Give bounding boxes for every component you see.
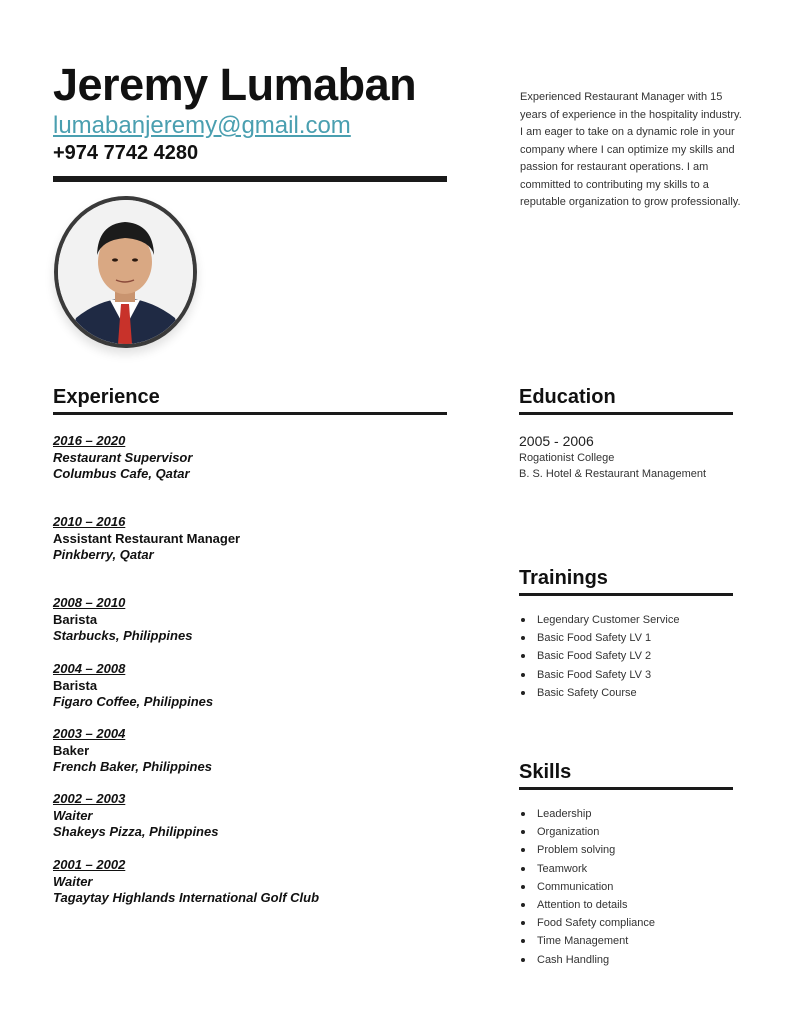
experience-company: French Baker, Philippines [53, 759, 212, 774]
training-item: Basic Food Safety LV 3 [519, 666, 679, 684]
experience-company: Figaro Coffee, Philippines [53, 694, 214, 709]
training-item: Legendary Customer Service [519, 611, 679, 629]
experience-role: Barista [53, 677, 98, 693]
experience-item [53, 514, 240, 564]
header-divider [53, 176, 447, 182]
experience-company: Tagaytay Highlands International Golf Club [53, 890, 320, 905]
skill-item: Problem solving [519, 841, 655, 859]
education-school: Rogationist College [519, 452, 615, 464]
phone-number: +974 7742 4280 [53, 142, 199, 164]
experience-company: Shakeys Pizza, Philippines [53, 824, 219, 839]
experience-role: Restaurant Supervisor [53, 449, 193, 465]
experience-item [53, 857, 319, 907]
experience-role: Assistant Restaurant Manager [53, 530, 241, 546]
experience-role: Barista [53, 611, 98, 627]
skills-heading: Skills [519, 761, 572, 783]
experience-period: 2003 – 2004 [53, 726, 126, 741]
education-divider [519, 412, 733, 415]
experience-item [53, 791, 218, 841]
experience-divider [53, 412, 447, 415]
skill-item: Attention to details [519, 896, 655, 914]
experience-period: 2008 – 2010 [53, 595, 126, 610]
skill-item: Leadership [519, 805, 655, 823]
experience-role: Waiter [53, 807, 93, 823]
skill-item: Time Management [519, 932, 655, 950]
experience-period: 2016 – 2020 [53, 433, 126, 448]
experience-company: Columbus Cafe, Qatar [53, 466, 190, 481]
training-item: Basic Safety Course [519, 684, 679, 702]
email-link[interactable]: lumabanjeremy@gmail.com [53, 112, 351, 139]
skill-item: Cash Handling [519, 951, 655, 969]
experience-item [53, 661, 213, 711]
skill-item: Food Safety compliance [519, 914, 655, 932]
experience-heading: Experience [53, 386, 160, 408]
experience-period: 2001 – 2002 [53, 857, 126, 872]
training-item: Basic Food Safety LV 2 [519, 647, 679, 665]
experience-item [53, 433, 192, 483]
trainings-list [519, 611, 679, 702]
skills-divider [519, 787, 733, 790]
education-entry [519, 433, 706, 482]
education-heading: Education [519, 386, 616, 408]
portrait-image [58, 200, 193, 344]
skill-item: Organization [519, 823, 655, 841]
experience-period: 2002 – 2003 [53, 791, 126, 806]
profile-summary: Experienced Restaurant Manager with 15 years of experience in the hospitality industry. I am eager to take on a dynamic role in your company where I can optimize my skills and passion for restaurant operations. I am committed to contributing my skills to a reputable organization to grow professionally. [520, 91, 742, 208]
skill-item: Teamwork [519, 860, 655, 878]
profile-photo [54, 196, 197, 348]
experience-role: Baker [53, 742, 90, 758]
experience-item [53, 726, 212, 776]
education-degree: B. S. Hotel & Restaurant Management [519, 468, 707, 480]
skills-list [519, 805, 655, 969]
experience-company: Starbucks, Philippines [53, 628, 193, 643]
skill-item: Communication [519, 878, 655, 896]
trainings-divider [519, 593, 733, 596]
experience-role: Waiter [53, 873, 93, 889]
education-years: 2005 - 2006 [519, 433, 594, 449]
experience-company: Pinkberry, Qatar [53, 547, 154, 562]
experience-period: 2004 – 2008 [53, 661, 126, 676]
training-item: Basic Food Safety LV 1 [519, 629, 679, 647]
experience-period: 2010 – 2016 [53, 514, 126, 529]
candidate-name: Jeremy Lumaban [53, 59, 417, 110]
experience-item [53, 595, 192, 645]
trainings-heading: Trainings [519, 567, 608, 589]
